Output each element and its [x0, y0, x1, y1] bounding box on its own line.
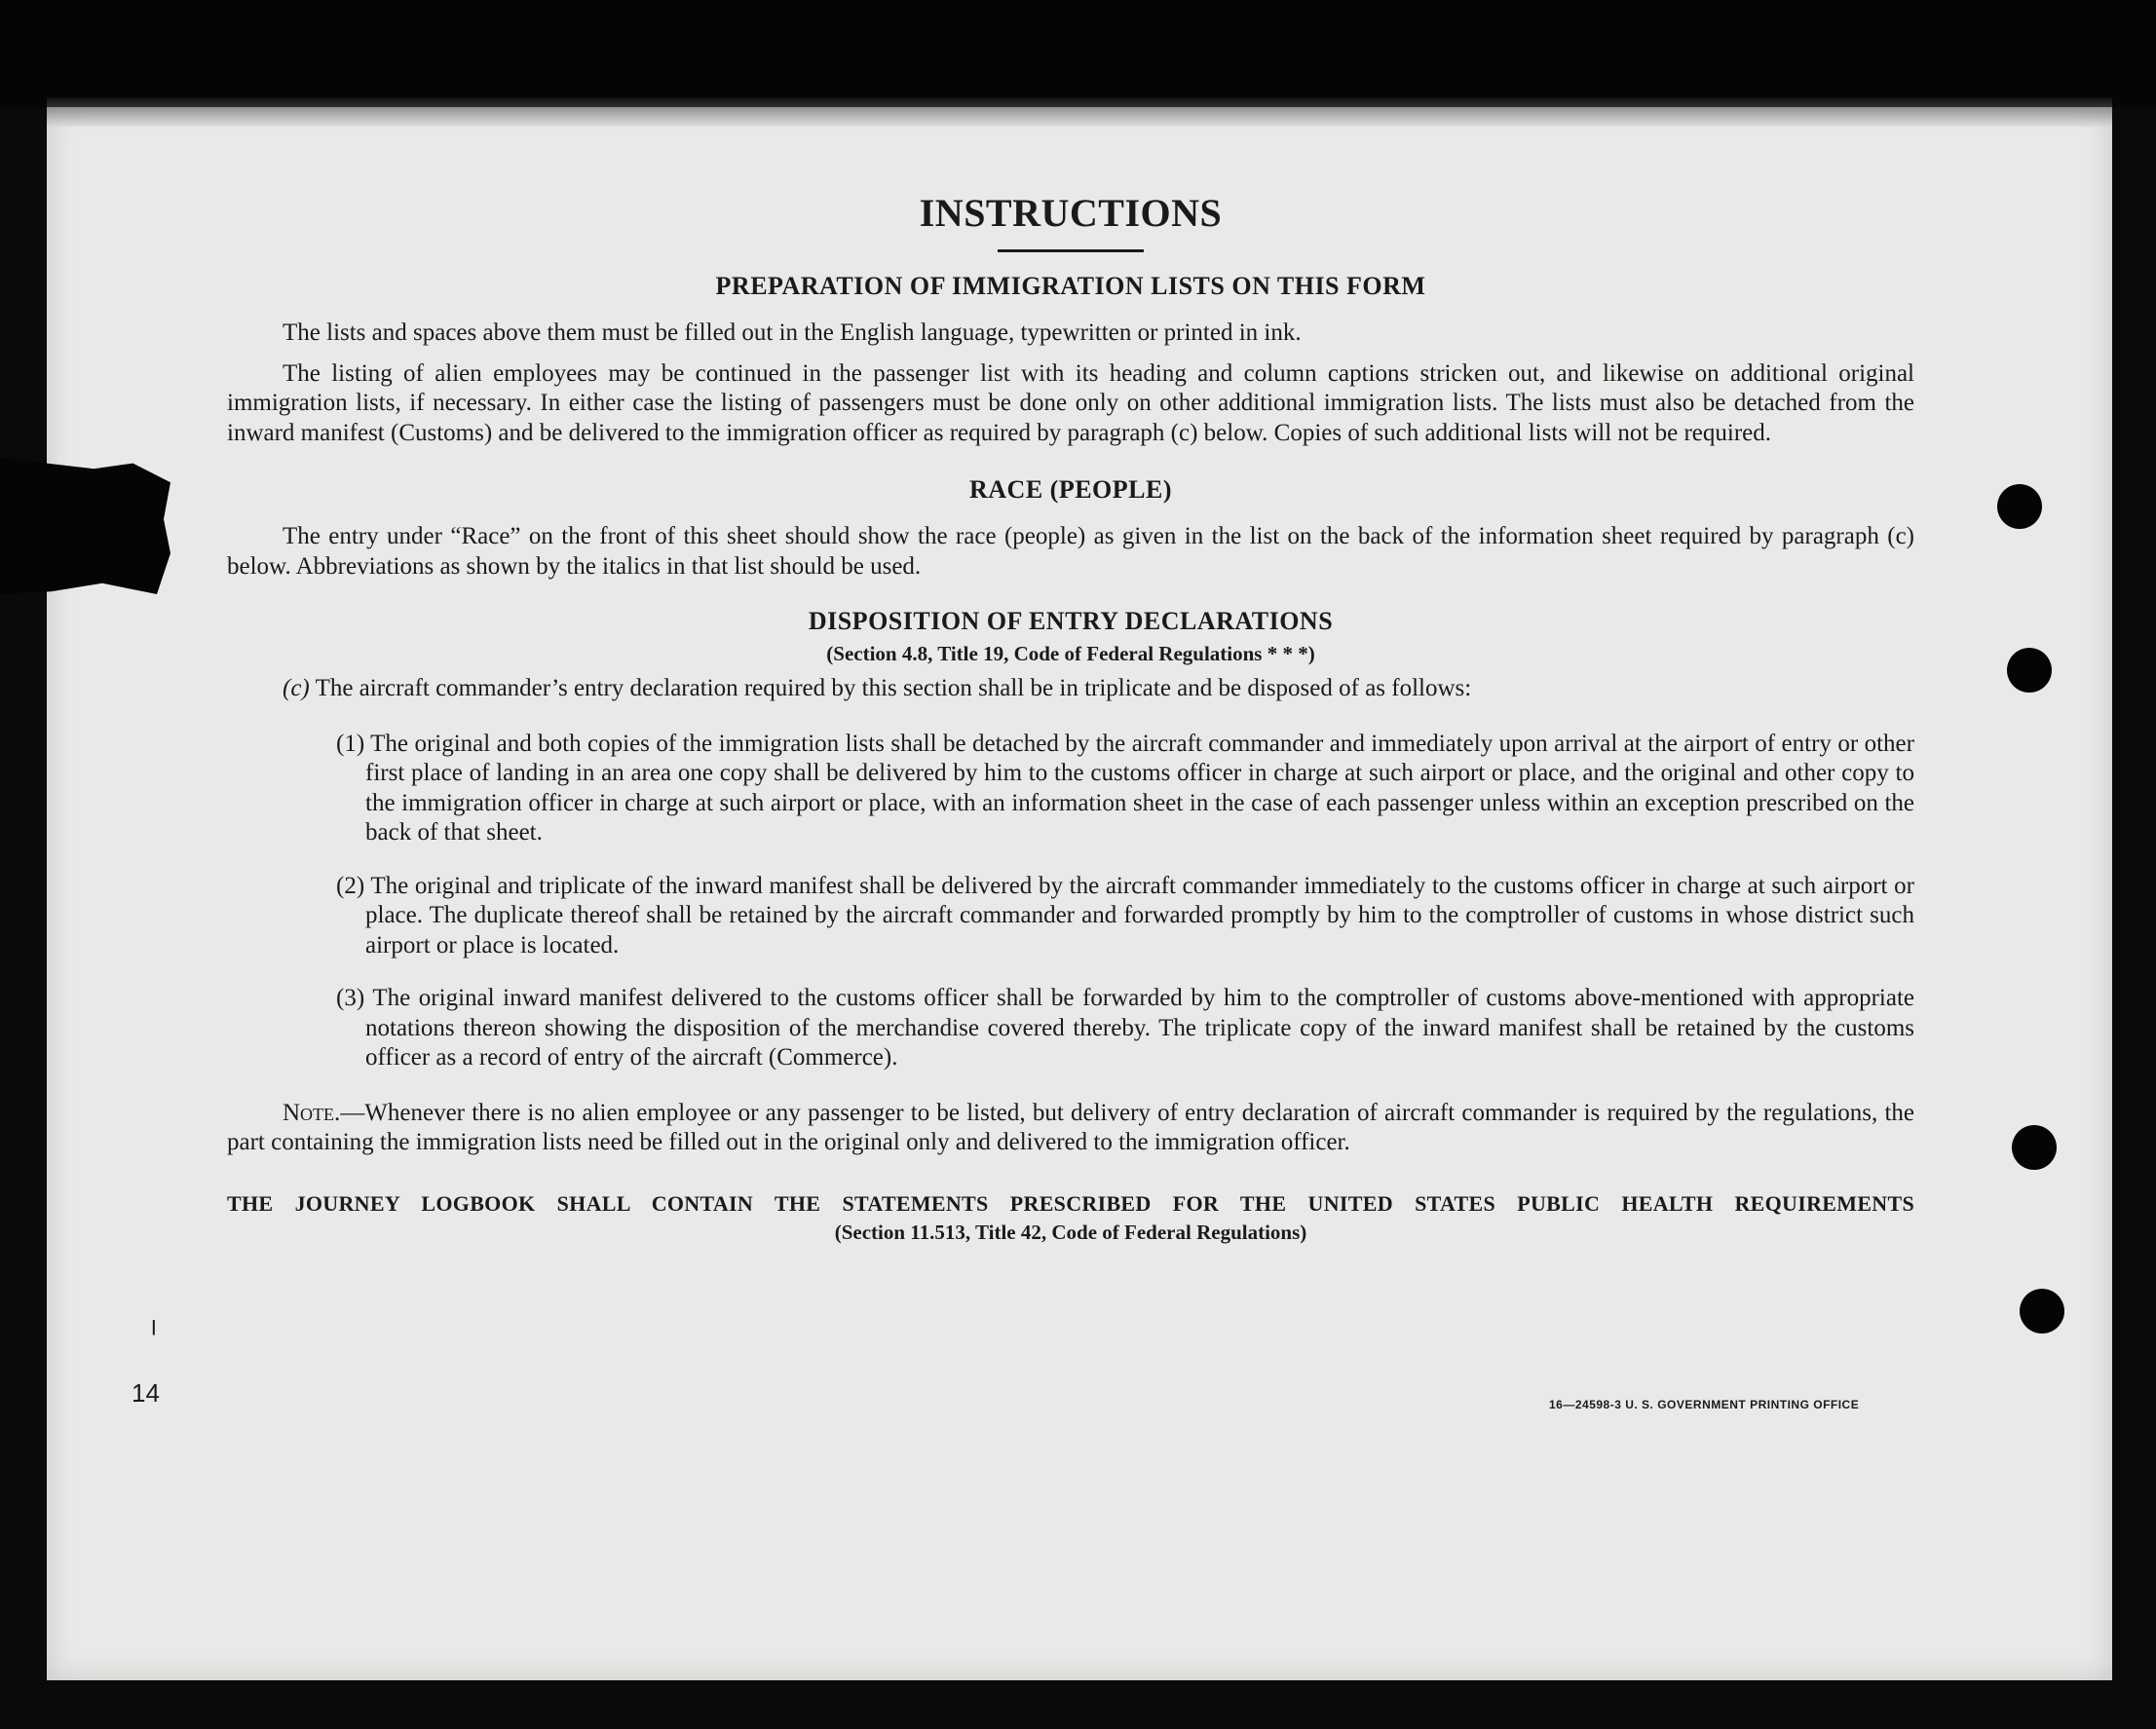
- item-text: The original and both copies of the immigration lists shall be detached by the aircraft commander and immediately upon arrival at the airport of entry or other first place of landing in an area one copy shall be delivered by him to the customs officer in charge at such airport or place, and the original and other copy to the immigration officer in charge at such airport or place, with an information sheet in the case of each passenger unless within an exception prescribed on the back of that sheet.: [365, 730, 1914, 846]
- preparation-paragraph-2: The listing of alien employees may be continued in the passenger list with its heading and column captions stricken out, and likewise on additional original immigration lists, if necessary. In either case the listing of passengers must be done only on other additional immigration lists. The lists must also be detached from the inward manifest (Customs) and be delivered to the immigration officer as required by paragraph (c) below. Copies of such additional lists will not be required.: [227, 359, 1914, 446]
- preparation-heading: PREPARATION OF IMMIGRATION LISTS ON THIS FORM: [715, 272, 1426, 300]
- health-requirements-statement: THE JOURNEY LOGBOOK SHALL CONTAIN THE STATEMENTS PRESCRIBED FOR THE UNITED STATES PUBLIC HEALTH REQUIREMENTS: [227, 1190, 1914, 1216]
- item-number: (2): [336, 872, 365, 899]
- punch-hole: [2007, 648, 2052, 693]
- list-item: [336, 872, 1914, 961]
- item-number: (1): [336, 730, 365, 757]
- note-text: —Whenever there is no alien employee or any passenger to be listed, but delivery of entry declaration of aircraft commander is required by the regulations, the part containing the immigration lists need be filled out in the original only and delivered to the immigration officer.: [227, 1099, 1914, 1155]
- instructions-body: [227, 190, 1914, 1245]
- list-item: [336, 730, 1914, 848]
- health-citation: (Section 11.513, Title 42, Code of Federal Regulations): [834, 1221, 1307, 1244]
- list-item: [336, 984, 1914, 1073]
- page-top-edge: [47, 97, 2112, 127]
- printer-imprint: 16—24598-3 U. S. GOVERNMENT PRINTING OFFICE: [1549, 1398, 1860, 1411]
- clause-label: (c): [283, 675, 310, 701]
- note-paragraph: [227, 1099, 1914, 1158]
- race-heading: RACE (PEOPLE): [969, 475, 1172, 504]
- margin-annotation: 14: [132, 1378, 160, 1408]
- punch-hole: [1997, 484, 2042, 529]
- clause-c: [283, 674, 1914, 704]
- race-paragraph: The entry under “Race” on the front of this sheet should show the race (people) as given in the list on the back of the information sheet required by paragraph (c) below. Abbreviations as shown by the italics in that list should be used.: [227, 523, 1914, 580]
- torn-edge: [0, 458, 170, 594]
- note-label: Note.: [283, 1099, 341, 1126]
- margin-tick: ╷: [146, 1305, 162, 1334]
- disposition-heading: DISPOSITION OF ENTRY DECLARATIONS: [808, 607, 1334, 635]
- punch-hole: [2020, 1289, 2064, 1334]
- title-underline: [998, 249, 1144, 252]
- punch-hole: [2012, 1125, 2057, 1170]
- page-title: INSTRUCTIONS: [919, 191, 1223, 235]
- preparation-paragraph-1: The lists and spaces above them must be filled out in the English language, typewritten or printed in ink.: [283, 319, 1302, 346]
- clause-text: The aircraft commander’s entry declaration required by this section shall be in triplicate and be disposed of as follows:: [315, 675, 1472, 701]
- item-text: The original inward manifest delivered to the customs officer shall be forwarded by him to the comptroller of customs above-mentioned with appropriate notations thereon showing the disposition of the merchandise covered thereby. The triplicate copy of the inward manifest shall be retained by the customs officer as a record of entry of the aircraft (Commerce).: [365, 985, 1914, 1071]
- item-number: (3): [336, 985, 365, 1011]
- item-text: The original and triplicate of the inward manifest shall be delivered by the aircraft commander immediately to the customs officer in charge at such airport or place. The duplicate thereof shall be retained by the aircraft commander and forwarded promptly by him to the comptroller of customs in whose district such airport or place is located.: [365, 872, 1914, 958]
- disposition-citation: (Section 4.8, Title 19, Code of Federal Regulations * * *): [826, 642, 1315, 665]
- scan-border: [0, 0, 2156, 107]
